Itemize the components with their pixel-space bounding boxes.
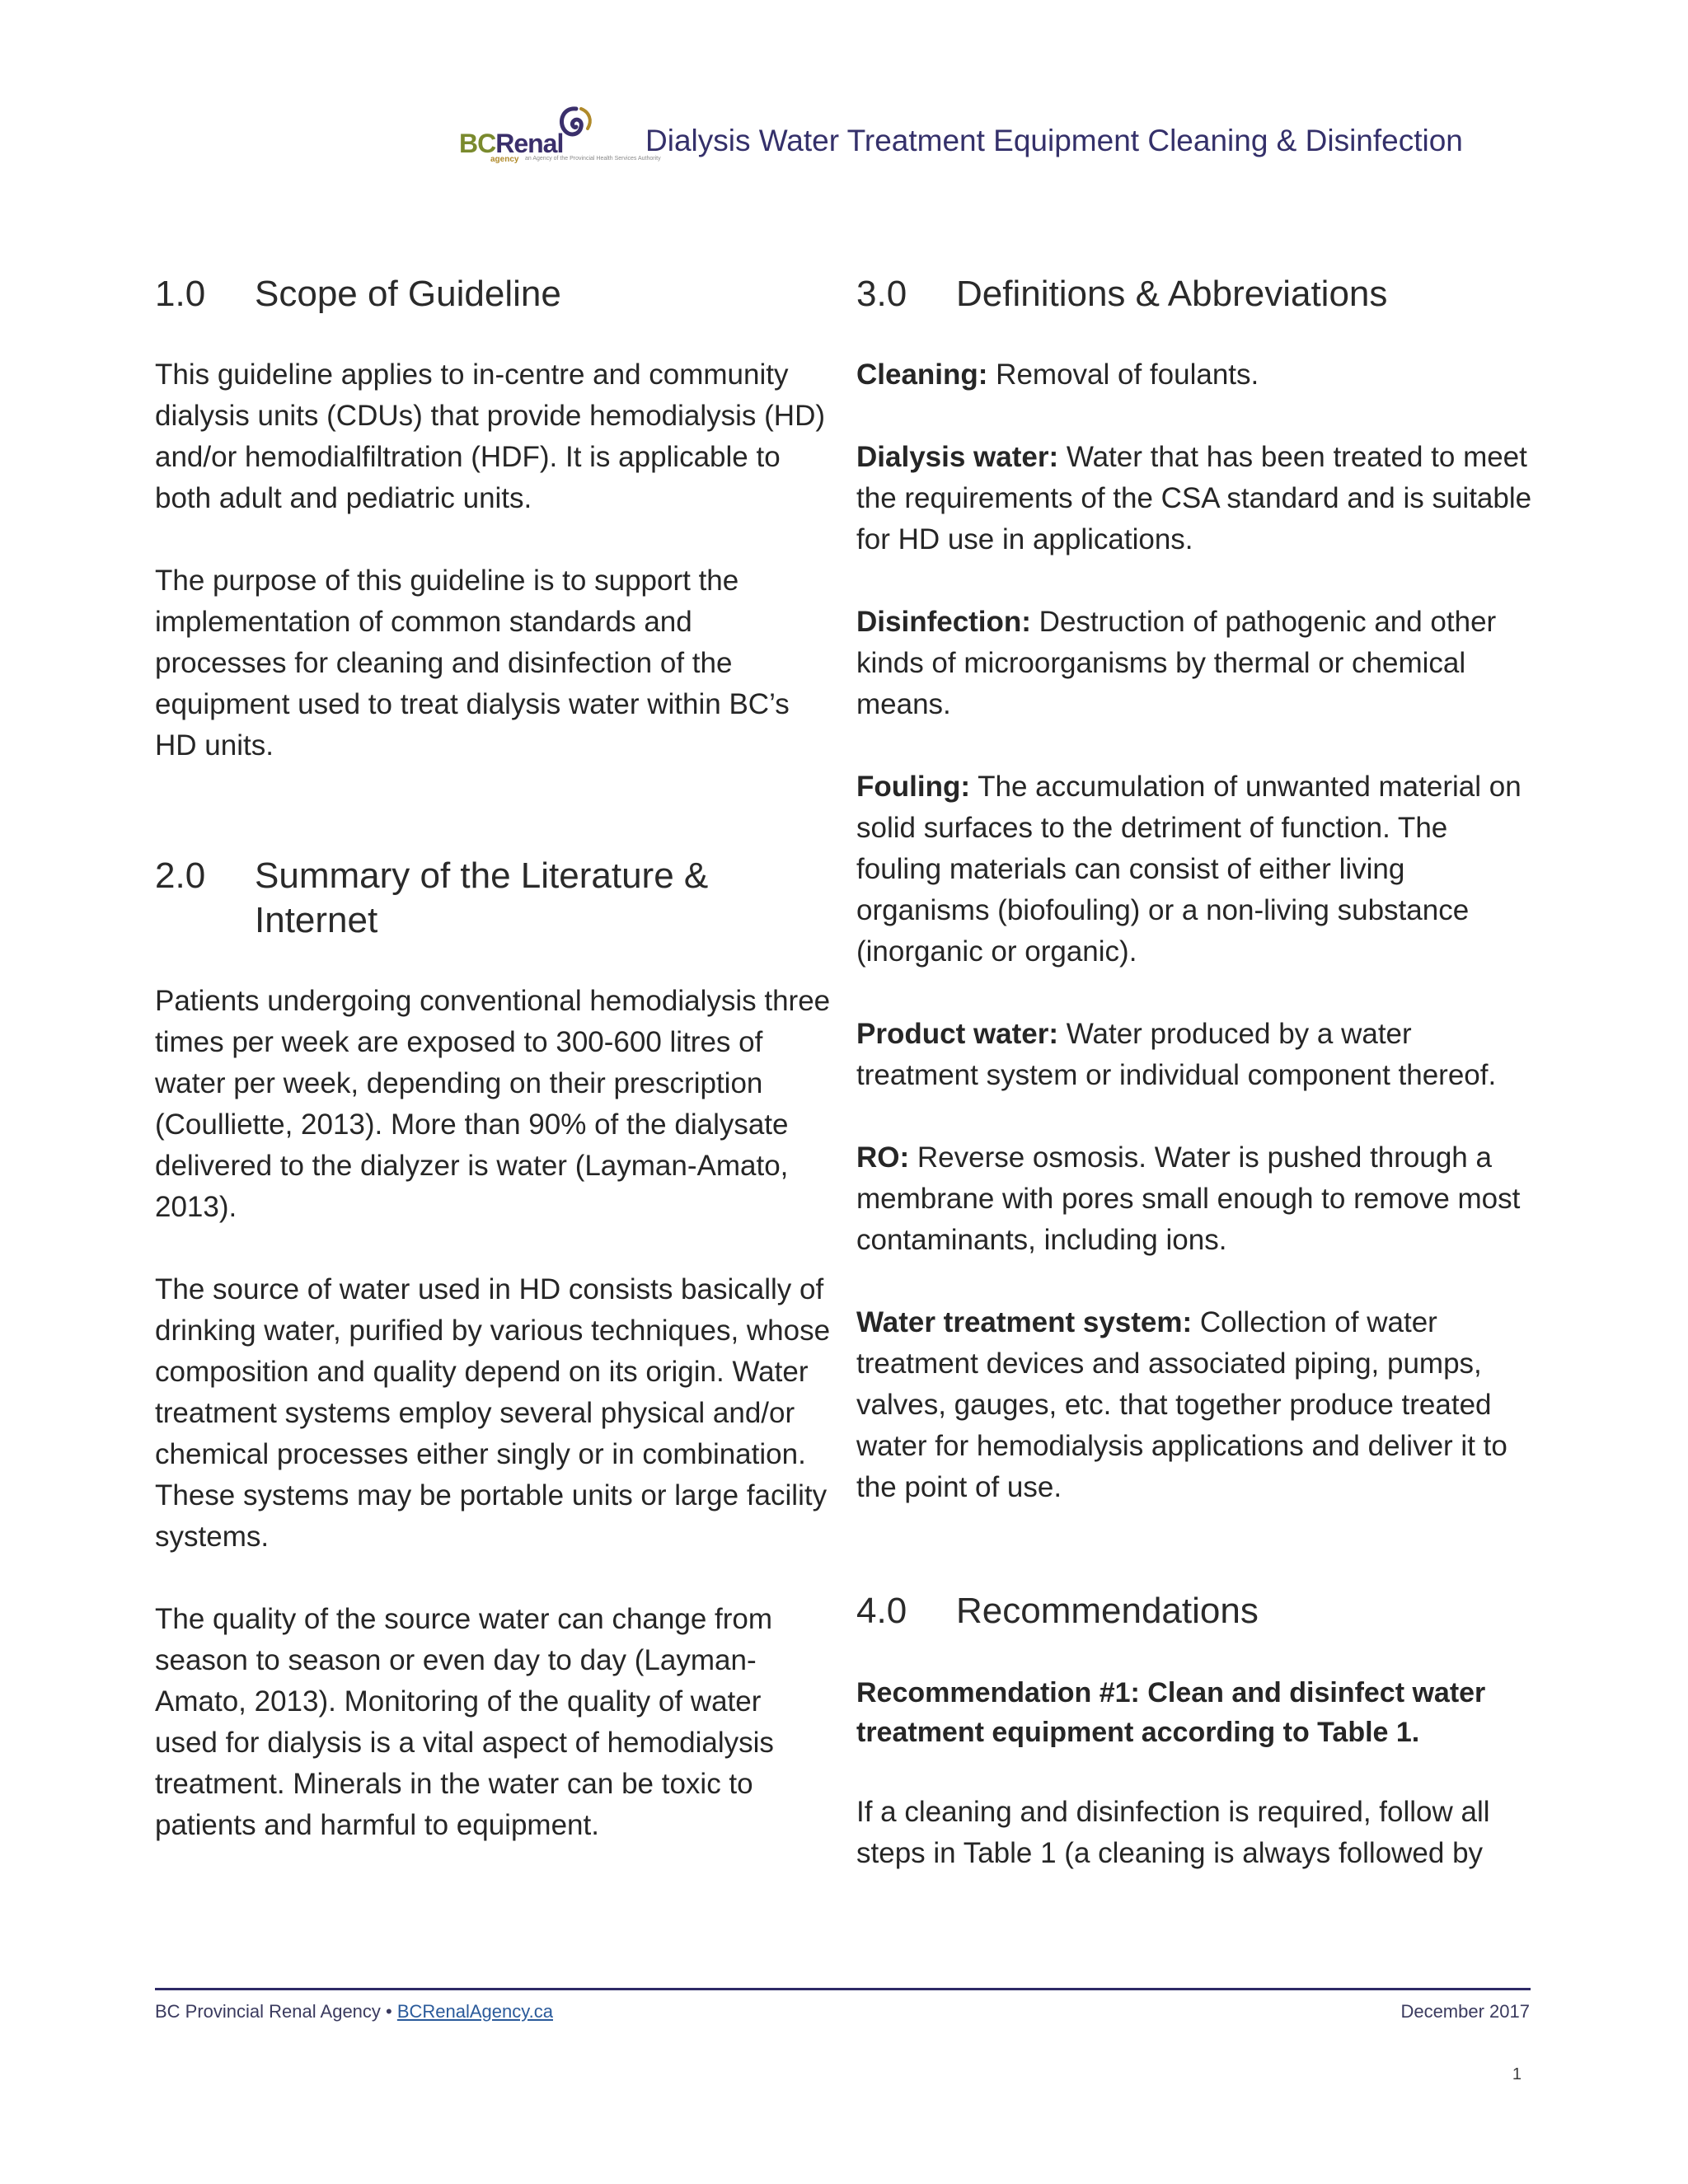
section-heading	[155, 272, 831, 316]
paragraph: The quality of the source water can change from season to season or even day to day (Layman-Amato, 2013). Monitoring of the quality of water used for dialysis is a vital aspect of hemodialysis treatment. Minerals in the water can be toxic to patients and harmful to equipment.	[155, 1603, 774, 1841]
kidney-swirl-icon	[551, 104, 596, 150]
paragraph: Patients undergoing conventional hemodialysis three times per week are exposed to 300-600 litres of water per week, depending on their prescription (Coulliette, 2013). More than 90% of the dialysate delivered to the dialyzer is water (Layman-Amato, 2013).	[155, 985, 831, 1223]
definition-item	[856, 1302, 1532, 1508]
definition-term: Water treatment system:	[856, 1306, 1193, 1338]
recommendation-heading: Recommendation #1: Clean and disinfect water treatment equipment according to Table 1.	[856, 1677, 1486, 1748]
section-number: 3.0	[856, 274, 907, 314]
section-number: 1.0	[155, 274, 206, 314]
logo-tagline: an Agency of the Provincial Health Services Authority	[525, 156, 661, 162]
paragraph: This guideline applies to in-centre and community dialysis units (CDUs) that provide hemodialysis (HD) and/or hemodialfiltration (HDF). It is applicable to both adult and pediatric units.	[155, 359, 826, 514]
footer-org-name: BC Provincial Renal Agency •	[155, 2001, 397, 2022]
definition-item	[856, 1014, 1532, 1096]
definition-item	[856, 437, 1532, 560]
document-title: Dialysis Water Treatment Equipment Cleaning & Disinfection	[645, 124, 1463, 157]
definition-term: Dialysis water:	[856, 441, 1059, 473]
definition-term: Fouling:	[856, 771, 971, 803]
section-number: 2.0	[155, 855, 206, 896]
footer-website-link[interactable]: BCRenalAgency.ca	[396, 2001, 553, 2022]
page-header	[0, 99, 1688, 165]
section-title: Scope of Guideline	[255, 274, 561, 314]
definition-text: Water that has been treated to meet the requirements of the CSA standard and is suitable for HD use in applications.	[856, 441, 1532, 555]
definition-term: Product water:	[856, 1018, 1059, 1050]
section-1	[155, 272, 831, 766]
definition-text: Water produced by a water treatment system or individual component thereof.	[856, 1018, 1497, 1091]
footer-divider	[155, 1988, 1531, 1990]
definition-item	[856, 354, 1532, 396]
section-title: Recommendations	[956, 1591, 1259, 1631]
logo-agency: agency	[490, 155, 519, 164]
left-column	[155, 272, 831, 1846]
section-number: 4.0	[856, 1591, 907, 1631]
definition-text: Reverse osmosis. Water is pushed through a membrane with pores small enough to remove most contaminants, including ions.	[856, 1141, 1521, 1256]
definition-text: The accumulation of unwanted material on solid surfaces to the detriment of function. The fouling materials can consist of either living organisms (biofouling) or a non-living substance (inorganic or organic).	[856, 771, 1522, 968]
logo-bc: BC	[459, 129, 496, 158]
definition-text: Destruction of pathogenic and other kinds of microorganisms by thermal or chemical means.	[856, 606, 1497, 720]
section-title: Summary of the Literature & Internet	[255, 855, 709, 940]
definition-term: Disinfection:	[856, 606, 1031, 638]
bc-renal-logo	[459, 104, 661, 164]
section-heading	[856, 1589, 1532, 1633]
definition-term: RO:	[856, 1141, 910, 1174]
section-2	[155, 854, 831, 1846]
definition-text: Collection of water treatment devices and associated piping, pumps, valves, gauges, etc. that together produce treated water for hemodialysis applications and deliver it to the point of use.	[856, 1306, 1507, 1503]
section-heading	[155, 854, 831, 943]
paragraph: The purpose of this guideline is to support the implementation of common standards and processes for cleaning and disinfection of the equipment used to treat dialysis water within BC’s HD units.	[155, 565, 790, 762]
definition-text: Removal of foulants.	[987, 359, 1259, 391]
footer-date: December 2017	[1400, 2001, 1530, 2022]
logo-renal: Renal	[495, 129, 564, 158]
right-column	[856, 272, 1532, 1874]
section-title: Definitions & Abbreviations	[956, 274, 1388, 314]
definition-item	[856, 766, 1532, 972]
definition-item	[856, 602, 1532, 725]
definition-term: Cleaning:	[856, 359, 988, 391]
section-heading	[856, 272, 1532, 316]
footer-org	[155, 2001, 553, 2022]
definition-item	[856, 1137, 1532, 1261]
paragraph: The source of water used in HD consists basically of drinking water, purified by various techniques, whose composition and quality depend on its origin. Water treatment systems employ several physical and/or chemical processes either singly or in combination. These systems may be portable units or large facility systems.	[155, 1273, 831, 1553]
section-4	[856, 1589, 1532, 1874]
paragraph: If a cleaning and disinfection is required, follow all steps in Table 1 (a cleaning is always followed by	[856, 1796, 1490, 1869]
section-3	[856, 272, 1532, 1508]
page-number: 1	[1512, 2065, 1522, 2083]
